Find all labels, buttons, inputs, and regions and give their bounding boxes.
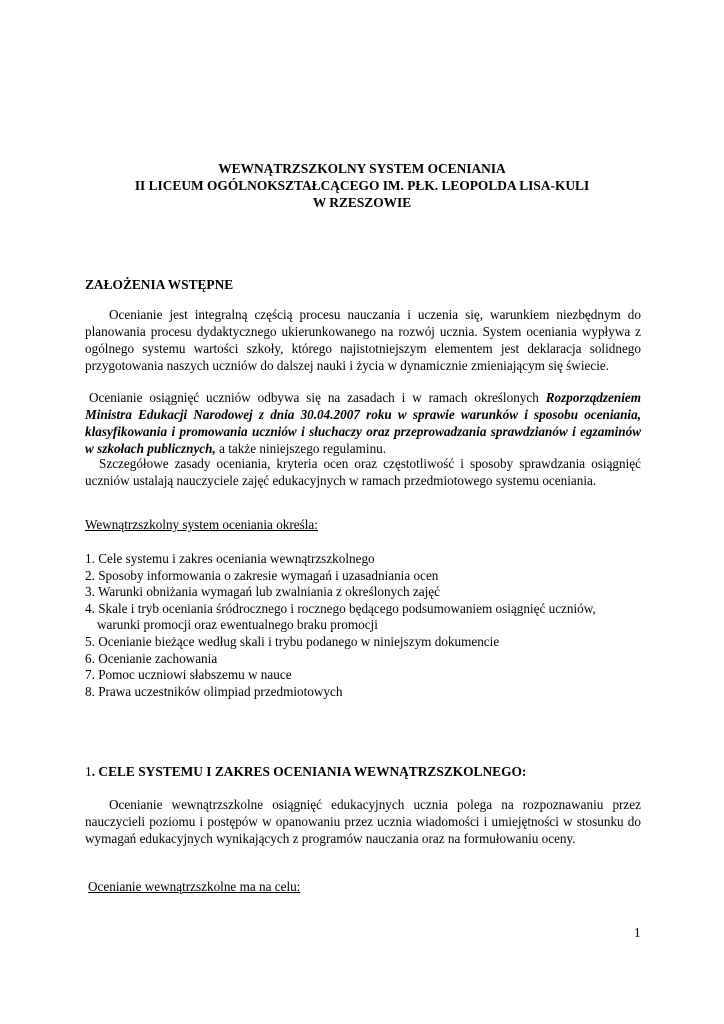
paragraph-regulation-end: a także niniejszego regulaminu.	[215, 441, 387, 456]
document-title-line-2: II LICEUM OGÓLNOKSZTAŁCĄCEGO IM. PŁK. LEOPOLDA LISA-KULI	[134, 178, 590, 193]
list-item	[85, 684, 655, 701]
list-item-text: 5. Ocenianie bieżące według skali i trybu podanego w niniejszym dokumencie	[85, 633, 500, 649]
section-heading-text: . CELE SYSTEMU I ZAKRES OCENIANIA WEWNĄTRZSZKOLNEGO:	[91, 764, 527, 779]
section-heading-cele	[85, 764, 526, 780]
paragraph-integral: Ocenianie jest integralną częścią procesu nauczania i uczenia się, warunkiem niezbędnym do planowania procesu dydaktycznego ukierunkowanego na rozwój ucznia. System oceniania wypływa z ogólnego systemu wartości szkoły, którego najistotniejszym elementem jest deklaracja solidnego przygotowania naszych uczniów do dalszej nauki i życia w dynamicznie zmieniającym się świecie.	[85, 307, 641, 373]
list-item-text: 2. Sposoby informowania o zakresie wymagań i uzasadniania ocen	[85, 567, 439, 583]
paragraph-assessment-definition: Ocenianie wewnątrzszkolne osiągnięć edukacyjnych ucznia polega na rozpoznawaniu przez nauczycieli poziomu i postępów w opanowaniu przez ucznia wiadomości i umiejętności w stosunku do wymagań edukacyjnych wynikających z programów nauczania oraz na formułowaniu oceny.	[85, 797, 641, 846]
list-item	[85, 601, 655, 634]
list-item	[85, 651, 655, 668]
goals-intro: Ocenianie wewnątrzszkolne ma na celu:	[88, 879, 301, 894]
list-item	[85, 667, 655, 684]
list-item-text: 1. Cele systemu i zakres oceniania wewnątrzszkolnego	[85, 551, 375, 566]
document-title-line-3: W RZESZOWIE	[312, 195, 412, 210]
list-intro: Wewnątrzszkolny system oceniania określa:	[85, 517, 318, 532]
document-title-line-1: WEWNĄTRZSZKOLNY SYSTEM OCENIANIA	[218, 161, 506, 176]
section-number: 1	[85, 764, 92, 779]
list-item-text: 4. Skale i tryb oceniania śródrocznego i rocznego będącego podsumowaniem osiągnięć uczniów,	[85, 600, 596, 616]
section-heading-zalozenia: ZAŁOŻENIA WSTĘPNE	[85, 277, 234, 292]
page-number: 1	[634, 925, 641, 940]
paragraph-regulation	[85, 389, 641, 457]
regulation-reference: Rozporządzeniem Ministra Edukacji Narodowej z dnia 30.04.2007 roku w sprawie warunków i sposobu oceniania, klasyfikowania i promowania uczniów i słuchaczy oraz przeprowadzania sprawdzianów i egzaminów w szkołach publicznych,	[85, 390, 641, 456]
list-item	[85, 634, 655, 651]
list-item-text: 6. Ocenianie zachowania	[85, 650, 218, 666]
list-item	[85, 584, 655, 601]
list-item-text: 3. Warunki obniżania wymagań lub zwalniania z określonych zajęć	[85, 584, 440, 600]
list-item	[85, 551, 655, 568]
list-item	[85, 568, 655, 585]
list-item-continuation: warunki promocji oraz ewentualnego braku promocji	[97, 617, 378, 633]
list-item-text: 8. Prawa uczestników olimpiad przedmiotowych	[85, 683, 343, 699]
paragraph-detailed-rules: Szczegółowe zasady oceniania, kryteria ocen oraz częstotliwość i sposoby sprawdzania osiągnięć uczniów ustalają nauczyciele zajęć edukacyjnych w ramach przedmiotowego systemu oceniania.	[85, 456, 641, 488]
scope-list	[85, 551, 655, 700]
paragraph-regulation-start: Ocenianie osiągnięć uczniów odbywa się na zasadach i w ramach określonych	[89, 390, 546, 405]
list-item-text: 7. Pomoc uczniowi słabszemu w nauce	[85, 667, 292, 683]
